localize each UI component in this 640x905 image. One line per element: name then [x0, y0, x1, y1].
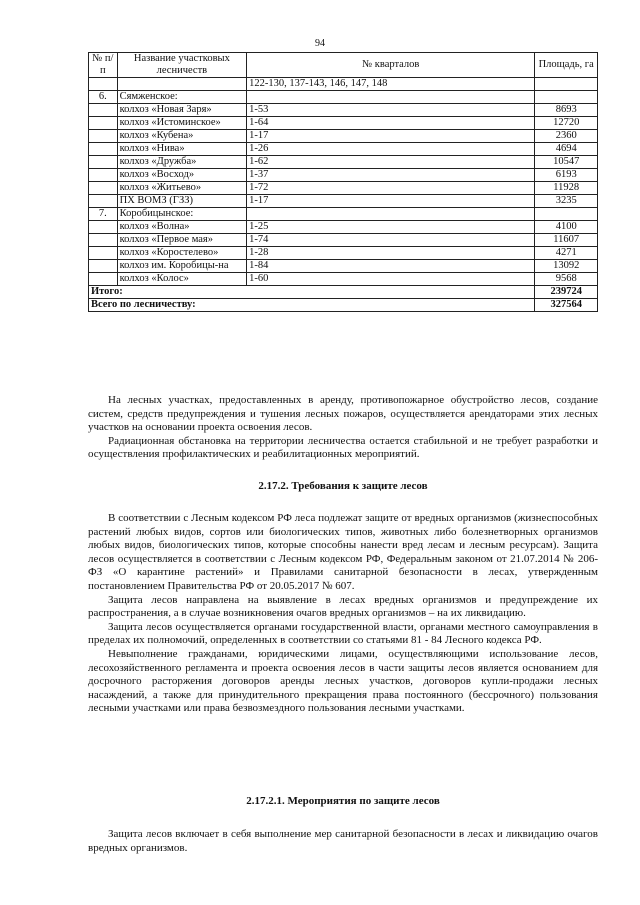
- total-row: [89, 286, 598, 299]
- table-row: [89, 117, 598, 130]
- row-name: колхоз «Коростелево»: [117, 247, 247, 260]
- row-name: колхоз «Колос»: [117, 273, 247, 286]
- table-row: [89, 247, 598, 260]
- empty-cell: [89, 143, 118, 156]
- row-area: 11928: [535, 182, 598, 195]
- row-kv: 1-28: [247, 247, 535, 260]
- empty-cell: [89, 104, 118, 117]
- empty-cell: [89, 182, 118, 195]
- paragraph-block-3: [88, 828, 598, 855]
- carry-row: [89, 78, 598, 91]
- group-title: Сямженское:: [117, 91, 247, 104]
- row-name: ПХ ВОМЗ (ГЗЗ): [117, 195, 247, 208]
- total-row-label: Итого:: [89, 286, 535, 299]
- row-name: колхоз «Восход»: [117, 169, 247, 182]
- row-area: 3235: [535, 195, 598, 208]
- table-row: [89, 195, 598, 208]
- row-area: 8693: [535, 104, 598, 117]
- empty-cell: [89, 195, 118, 208]
- row-area: 11607: [535, 234, 598, 247]
- paragraph: Защита лесов осуществляется органами государственной власти, органами местного самоуправления в пределах их полномочий, определенных в соответствии со статьями 81 - 84 Лесного кодекса РФ.: [88, 620, 598, 647]
- empty-cell: [89, 221, 118, 234]
- header-num: № п/п: [89, 53, 118, 78]
- header-area: Площадь, га: [535, 53, 598, 78]
- empty-cell: [535, 91, 598, 104]
- row-name: колхоз «Дружба»: [117, 156, 247, 169]
- table-row: [89, 273, 598, 286]
- row-area: 13092: [535, 260, 598, 273]
- row-area: 2360: [535, 130, 598, 143]
- row-kv: 1-62: [247, 156, 535, 169]
- table-row: [89, 182, 598, 195]
- total-row-area: 239724: [535, 286, 598, 299]
- table-row: [89, 130, 598, 143]
- row-kv: 1-26: [247, 143, 535, 156]
- grand-total-row: [89, 299, 598, 312]
- empty-cell: [89, 156, 118, 169]
- row-name: колхоз им. Коробицы-на: [117, 260, 247, 273]
- carry-kv: 122-130, 137-143, 146, 147, 148: [247, 78, 535, 91]
- table-row: [89, 234, 598, 247]
- table-row: [89, 221, 598, 234]
- empty-cell: [89, 234, 118, 247]
- row-kv: 1-17: [247, 195, 535, 208]
- row-kv: 1-25: [247, 221, 535, 234]
- row-area: 4271: [535, 247, 598, 260]
- paragraph: На лесных участках, предоставленных в аренду, противопожарное обустройство лесов, создание систем, средств предупреждения и тушения лесных пожаров, осуществляется арендаторами этих лесных участков на основании проекта освоения лесов.: [88, 394, 598, 434]
- row-kv: 1-72: [247, 182, 535, 195]
- group-row: [89, 208, 598, 221]
- paragraph: В соответствии с Лесным кодексом РФ леса подлежат защите от вредных организмов (жизнеспособных растений любых видов, сортов или биологических типов, животных либо болезнетворных организмов любых видов, биологических типов, которые способны нанести вред лесам и лесным ресурсам). Защита лесов осуществляется в соответствии с Лесным кодексом РФ, Федеральным законом от 21.07.2014 № 206-ФЗ «О карантине растений» и Правилами санитарной безопасности в лесах, утвержденным постановлением Правительства РФ от 20.05.2017 № 607.: [88, 512, 598, 592]
- table-row: [89, 104, 598, 117]
- row-kv: 1-53: [247, 104, 535, 117]
- header-kv: № кварталов: [247, 53, 535, 78]
- row-kv: 1-64: [247, 117, 535, 130]
- table-header-row: [89, 53, 598, 78]
- header-name: Название участковых лесничеств: [117, 53, 247, 78]
- empty-cell: [247, 91, 535, 104]
- forestry-table: [88, 52, 598, 312]
- row-area: 4100: [535, 221, 598, 234]
- row-name: колхоз «Первое мая»: [117, 234, 247, 247]
- empty-cell: [89, 247, 118, 260]
- row-name: колхоз «Истоминское»: [117, 117, 247, 130]
- empty-cell: [89, 273, 118, 286]
- table-row: [89, 260, 598, 273]
- row-kv: 1-37: [247, 169, 535, 182]
- paragraph: Защита лесов направлена на выявление в лесах вредных организмов и предупреждение их распространения, а в случае возникновения очагов вредных организмов – на их ликвидацию.: [88, 593, 598, 620]
- table-row: [89, 169, 598, 182]
- row-area: 4694: [535, 143, 598, 156]
- page-number: 94: [315, 38, 325, 49]
- paragraph: Невыполнение гражданами, юридическими лицами, осуществляющими использование лесов, лесохозяйственного регламента и проекта освоения лесов в части защиты лесов является основанием для досрочного расторжения договоров аренды лесных участков, договоров купли-продажи лесных насаждений, а также для принудительного прекращения права постоянного (бессрочного) пользования лесными участками или права безвозмездного пользования лесными участками.: [88, 647, 598, 715]
- table-body: [89, 78, 598, 312]
- empty-cell: [89, 117, 118, 130]
- row-name: колхоз «Житьево»: [117, 182, 247, 195]
- paragraph-block-1: [88, 394, 598, 462]
- row-area: 6193: [535, 169, 598, 182]
- row-kv: 1-17: [247, 130, 535, 143]
- group-row: [89, 91, 598, 104]
- row-kv: 1-84: [247, 260, 535, 273]
- paragraph-block-2: [88, 512, 598, 716]
- empty-cell: [89, 169, 118, 182]
- empty-cell: [247, 208, 535, 221]
- row-name: колхоз «Нива»: [117, 143, 247, 156]
- row-name: колхоз «Кубена»: [117, 130, 247, 143]
- row-kv: 1-60: [247, 273, 535, 286]
- section-heading-2-17-2-1: 2.17.2.1. Мероприятия по защите лесов: [246, 795, 440, 807]
- paragraph: Защита лесов включает в себя выполнение мер санитарной безопасности в лесах и ликвидацию очагов вредных организмов.: [88, 828, 598, 854]
- row-area: 10547: [535, 156, 598, 169]
- empty-cell: [89, 130, 118, 143]
- row-name: колхоз «Новая Заря»: [117, 104, 247, 117]
- paragraph: Радиационная обстановка на территории лесничества остается стабильной и не требует разработки и осуществления профилактических и реабилитационных мероприятий.: [88, 434, 598, 461]
- group-title: Коробицынское:: [117, 208, 247, 221]
- group-number: 6.: [89, 91, 118, 104]
- section-heading-2-17-2: 2.17.2. Требования к защите лесов: [258, 480, 428, 492]
- group-number: 7.: [89, 208, 118, 221]
- empty-cell: [89, 260, 118, 273]
- grand-total-row-label: Всего по лесничеству:: [89, 299, 535, 312]
- row-name: колхоз «Волна»: [117, 221, 247, 234]
- table-row: [89, 143, 598, 156]
- empty-cell: [535, 208, 598, 221]
- table-row: [89, 156, 598, 169]
- row-kv: 1-74: [247, 234, 535, 247]
- grand-total-row-area: 327564: [535, 299, 598, 312]
- row-area: 12720: [535, 117, 598, 130]
- row-area: 9568: [535, 273, 598, 286]
